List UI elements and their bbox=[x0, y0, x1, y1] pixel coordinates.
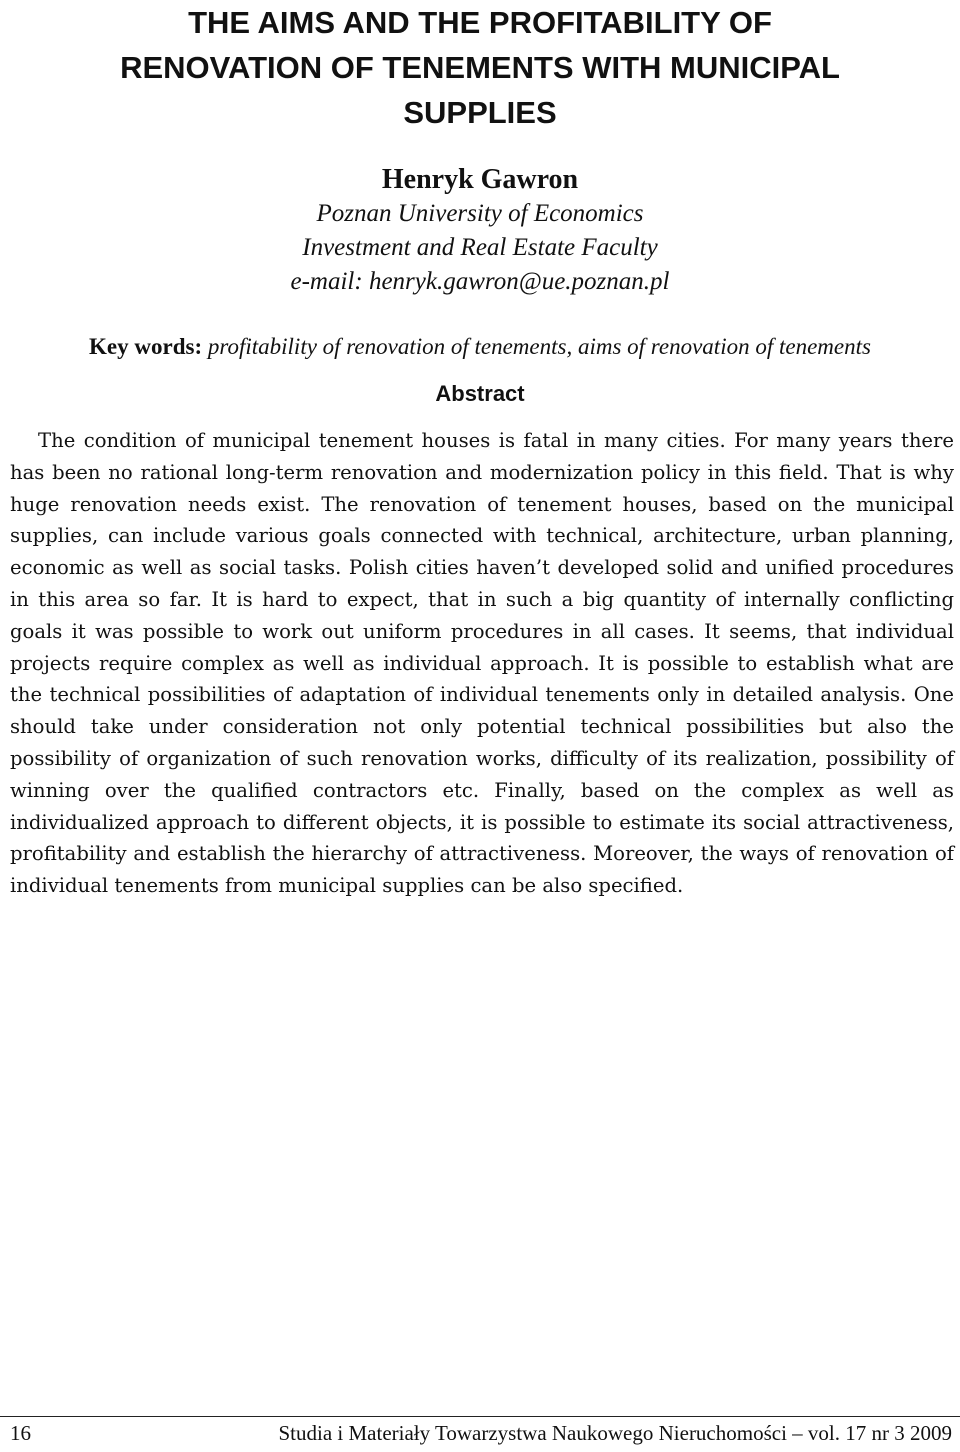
author-email: e-mail: henryk.gawron@ue.poznan.pl bbox=[290, 268, 670, 295]
title-line-2: RENOVATION OF TENEMENTS WITH MUNICIPAL bbox=[120, 50, 840, 85]
title-line-1: THE AIMS AND THE PROFITABILITY OF bbox=[188, 5, 772, 40]
keywords-text: profitability of renovation of tenements, aims of renovation of tenements bbox=[207, 334, 871, 359]
journal-citation: Studia i Materiały Towarzystwa Naukowego Nieruchomości – vol. 17 nr 3 2009 bbox=[278, 1421, 952, 1445]
affiliation-university: Poznan University of Economics bbox=[316, 200, 644, 227]
author-name: Henryk Gawron bbox=[381, 164, 579, 195]
author-block bbox=[0, 163, 960, 299]
keywords-line bbox=[0, 331, 960, 363]
keywords-label: Key words: bbox=[89, 334, 203, 359]
paper-title bbox=[20, 0, 940, 135]
title-line-3: SUPPLIES bbox=[403, 95, 557, 130]
abstract-heading: Abstract bbox=[435, 381, 525, 406]
page-footer bbox=[0, 1418, 960, 1448]
abstract-body: The condition of municipal tenement houses is fatal in many cities. For many years there has been no rational long-term renovation and modernization policy in this field. That is why huge renovation needs exist. The renovation of tenement houses, based on the municipal supplies, can include various goals connected with technical, architecture, urban planning, economic as well as social tasks. Polish cities haven’t developed solid and unified procedures in this area so far. It is hard to expect, that in such a big quantity of internally conflicting goals it was possible to work out uniform procedures in all cases. It seems, that individual projects require complex as well as individual approach. It is possible to establish what are the technical possibilities of adaptation of individual tenements only in detailed analysis. One should take under consideration not only potential technical possibilities but also the possibility of organization of such renovation works, difficulty of its realization, possibility of winning over the qualified contractors etc. Finally, based on the complex as well as individualized approach to different objects, it is possible to estimate its social attractiveness, profitability and establish the hierarchy of attractiveness. Moreover, the ways of renovation of individual tenements from municipal supplies can be also specified. bbox=[10, 429, 954, 898]
affiliation-faculty: Investment and Real Estate Faculty bbox=[302, 234, 658, 261]
page-number: 16 bbox=[10, 1421, 31, 1445]
footer-divider bbox=[0, 1416, 960, 1417]
